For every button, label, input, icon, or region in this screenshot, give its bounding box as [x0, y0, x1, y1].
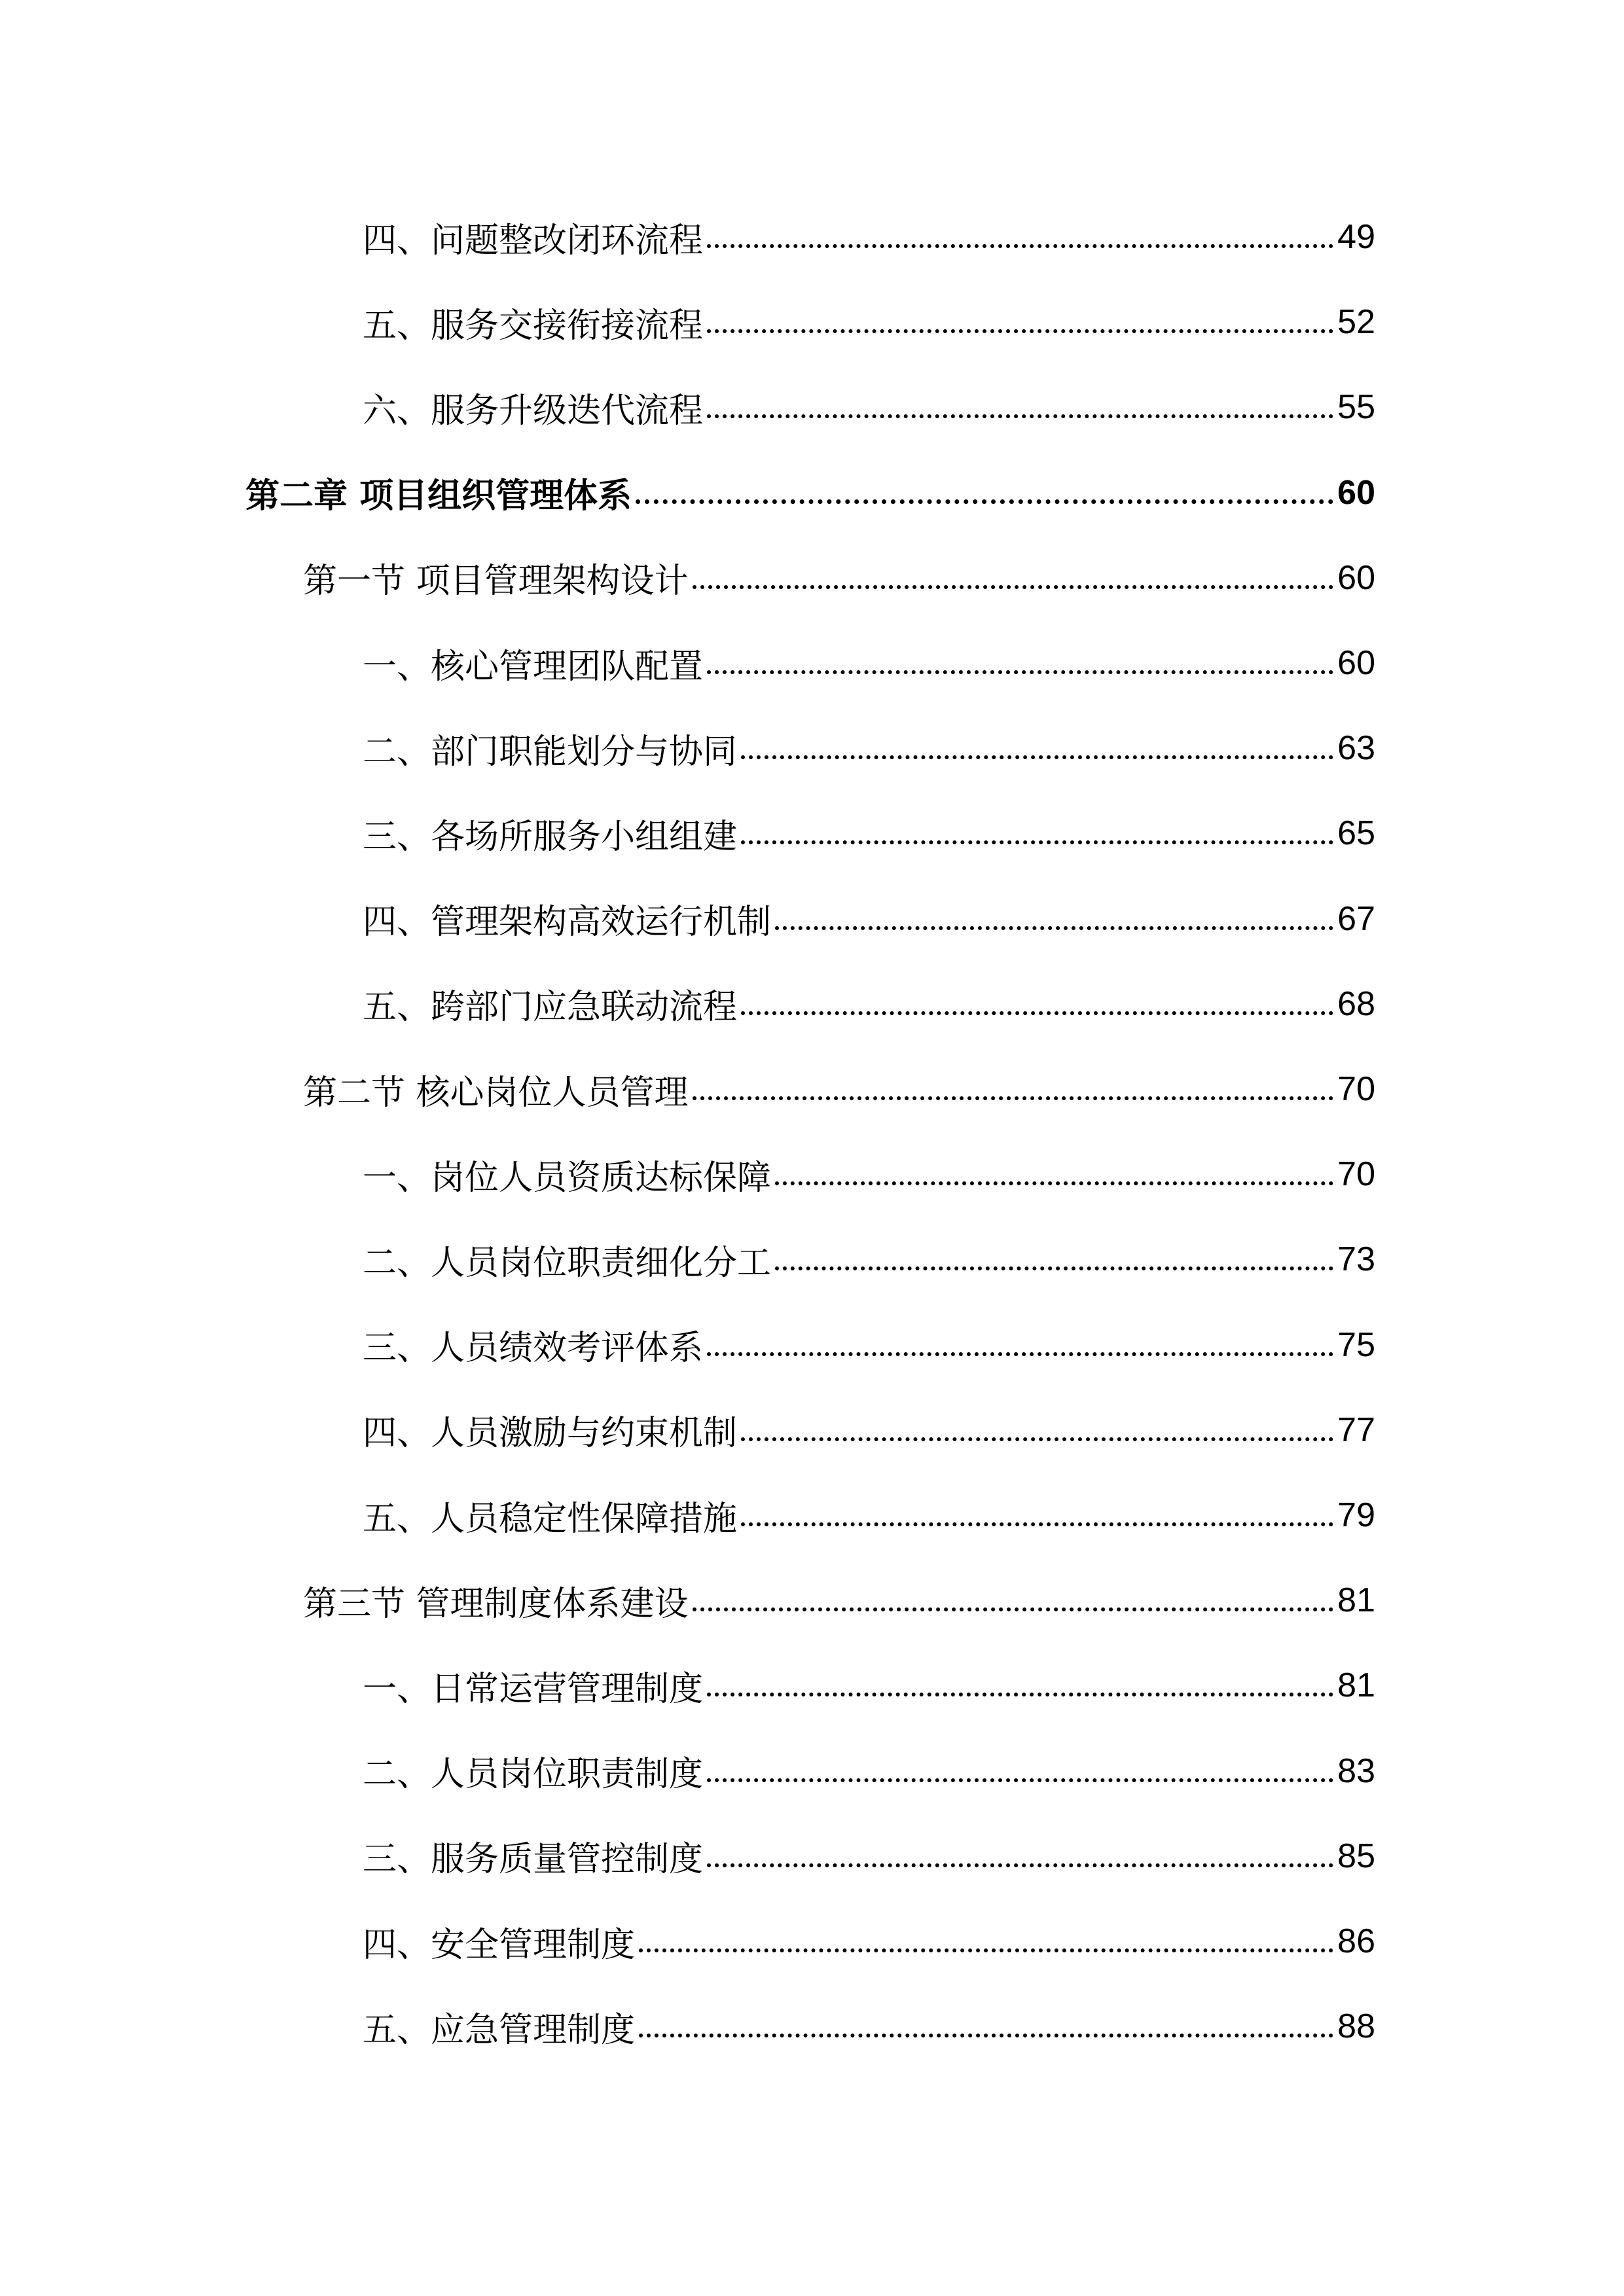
toc-subsection-entry[interactable]	[363, 1388, 1375, 1473]
toc-subsection-entry[interactable]	[363, 1132, 1375, 1217]
toc-page-number: 60	[1337, 558, 1375, 597]
toc-entry-title: 五、应急管理制度	[363, 2010, 636, 2050]
toc-subsection-entry[interactable]	[363, 1302, 1375, 1388]
dot-leader	[707, 1778, 1333, 1782]
toc-subsection-entry[interactable]	[363, 1984, 1375, 2069]
toc-section-entry[interactable]	[303, 535, 1375, 620]
toc-entry-title: 四、管理架构高效运行机制	[363, 903, 772, 942]
toc-subsection-entry[interactable]	[363, 791, 1375, 876]
toc-page-number: 68	[1337, 984, 1375, 1023]
toc-entry-title: 五、跨部门应急联动流程	[363, 988, 738, 1028]
toc-page-number: 60	[1337, 644, 1375, 682]
toc-page-number: 52	[1337, 303, 1375, 342]
toc-entry-title: 三、人员绩效考评体系	[363, 1329, 704, 1369]
toc-chapter-entry[interactable]	[245, 450, 1375, 535]
toc-subsection-entry[interactable]	[363, 961, 1375, 1047]
toc-entry-title: 四、人员激励与约束机制	[363, 1414, 738, 1454]
dot-leader	[775, 1266, 1333, 1270]
dot-leader	[707, 1352, 1333, 1356]
toc-entry-title: 第一节 项目管理架构设计	[303, 562, 689, 601]
dot-leader	[636, 499, 1333, 504]
toc-entry-title: 二、人员岗位职责制度	[363, 1755, 704, 1795]
toc-subsection-entry[interactable]	[363, 1217, 1375, 1302]
toc-entry-title: 五、服务交接衔接流程	[363, 306, 704, 346]
toc-page-number: 88	[1337, 2007, 1375, 2046]
toc-page-number: 70	[1337, 1070, 1375, 1108]
toc-page-number: 83	[1337, 1751, 1375, 1790]
dot-leader	[741, 840, 1333, 844]
toc-entry-title: 一、核心管理团队配置	[363, 647, 704, 687]
toc-entry-title: 四、安全管理制度	[363, 1925, 636, 1965]
toc-subsection-entry[interactable]	[363, 1473, 1375, 1558]
toc-entry-title: 第二节 核心岗位人员管理	[303, 1073, 689, 1113]
dot-leader	[707, 1863, 1333, 1867]
toc-entry-title: 第二章 项目组织管理体系	[245, 476, 632, 516]
dot-leader	[707, 670, 1333, 674]
toc-page-number: 65	[1337, 814, 1375, 853]
toc-page-number: 79	[1337, 1496, 1375, 1534]
toc-subsection-entry[interactable]	[363, 1899, 1375, 1984]
toc-entry-title: 一、岗位人员资质达标保障	[363, 1158, 772, 1198]
toc-page-number: 81	[1337, 1581, 1375, 1620]
dot-leader	[741, 1437, 1333, 1441]
toc-subsection-entry[interactable]	[363, 1814, 1375, 1899]
dot-leader	[707, 329, 1333, 333]
toc-section-entry[interactable]	[303, 1047, 1375, 1132]
dot-leader	[775, 926, 1333, 930]
toc-page-number: 75	[1337, 1325, 1375, 1364]
dot-leader	[693, 1096, 1334, 1100]
toc-subsection-entry[interactable]	[363, 706, 1375, 791]
toc-subsection-entry[interactable]	[363, 194, 1375, 279]
toc-page-number: 55	[1337, 388, 1375, 427]
toc-entry-title: 第三节 管理制度体系建设	[303, 1584, 689, 1624]
toc-page-number: 67	[1337, 899, 1375, 938]
toc-entry-title: 二、人员岗位职责细化分工	[363, 1243, 772, 1283]
toc-subsection-entry[interactable]	[363, 279, 1375, 365]
dot-leader	[639, 2034, 1333, 2037]
dot-leader	[693, 1607, 1334, 1611]
toc-subsection-entry[interactable]	[363, 1729, 1375, 1814]
dot-leader	[775, 1181, 1333, 1185]
dot-leader	[693, 585, 1334, 589]
dot-leader	[741, 1011, 1333, 1015]
toc-page-number: 77	[1337, 1410, 1375, 1449]
toc-section-entry[interactable]	[303, 1558, 1375, 1643]
toc-entry-title: 三、服务质量管控制度	[363, 1840, 704, 1880]
toc-page-number: 49	[1337, 218, 1375, 256]
toc-page-number: 60	[1337, 473, 1375, 512]
toc-subsection-entry[interactable]	[363, 365, 1375, 450]
toc-page-number: 73	[1337, 1240, 1375, 1279]
toc-subsection-entry[interactable]	[363, 876, 1375, 961]
toc-entry-title: 四、问题整改闭环流程	[363, 221, 704, 260]
toc-page-number: 63	[1337, 729, 1375, 768]
toc-page-number: 70	[1337, 1155, 1375, 1194]
dot-leader	[741, 755, 1333, 759]
dot-leader	[741, 1522, 1333, 1526]
toc-entry-title: 二、部门职能划分与协同	[363, 732, 738, 772]
toc-subsection-entry[interactable]	[363, 620, 1375, 706]
dot-leader	[707, 414, 1333, 418]
toc-entry-title: 三、各场所服务小组组建	[363, 817, 738, 857]
toc-entry-title: 五、人员稳定性保障措施	[363, 1499, 738, 1539]
dot-leader	[707, 1693, 1333, 1696]
dot-leader	[707, 244, 1333, 248]
toc-page-number: 81	[1337, 1666, 1375, 1705]
toc-page-number: 85	[1337, 1837, 1375, 1875]
toc-entry-title: 六、服务升级迭代流程	[363, 391, 704, 431]
toc-page-number: 86	[1337, 1922, 1375, 1960]
dot-leader	[639, 1948, 1333, 1952]
toc-entry-title: 一、日常运营管理制度	[363, 1669, 704, 1709]
toc-subsection-entry[interactable]	[363, 1643, 1375, 1728]
